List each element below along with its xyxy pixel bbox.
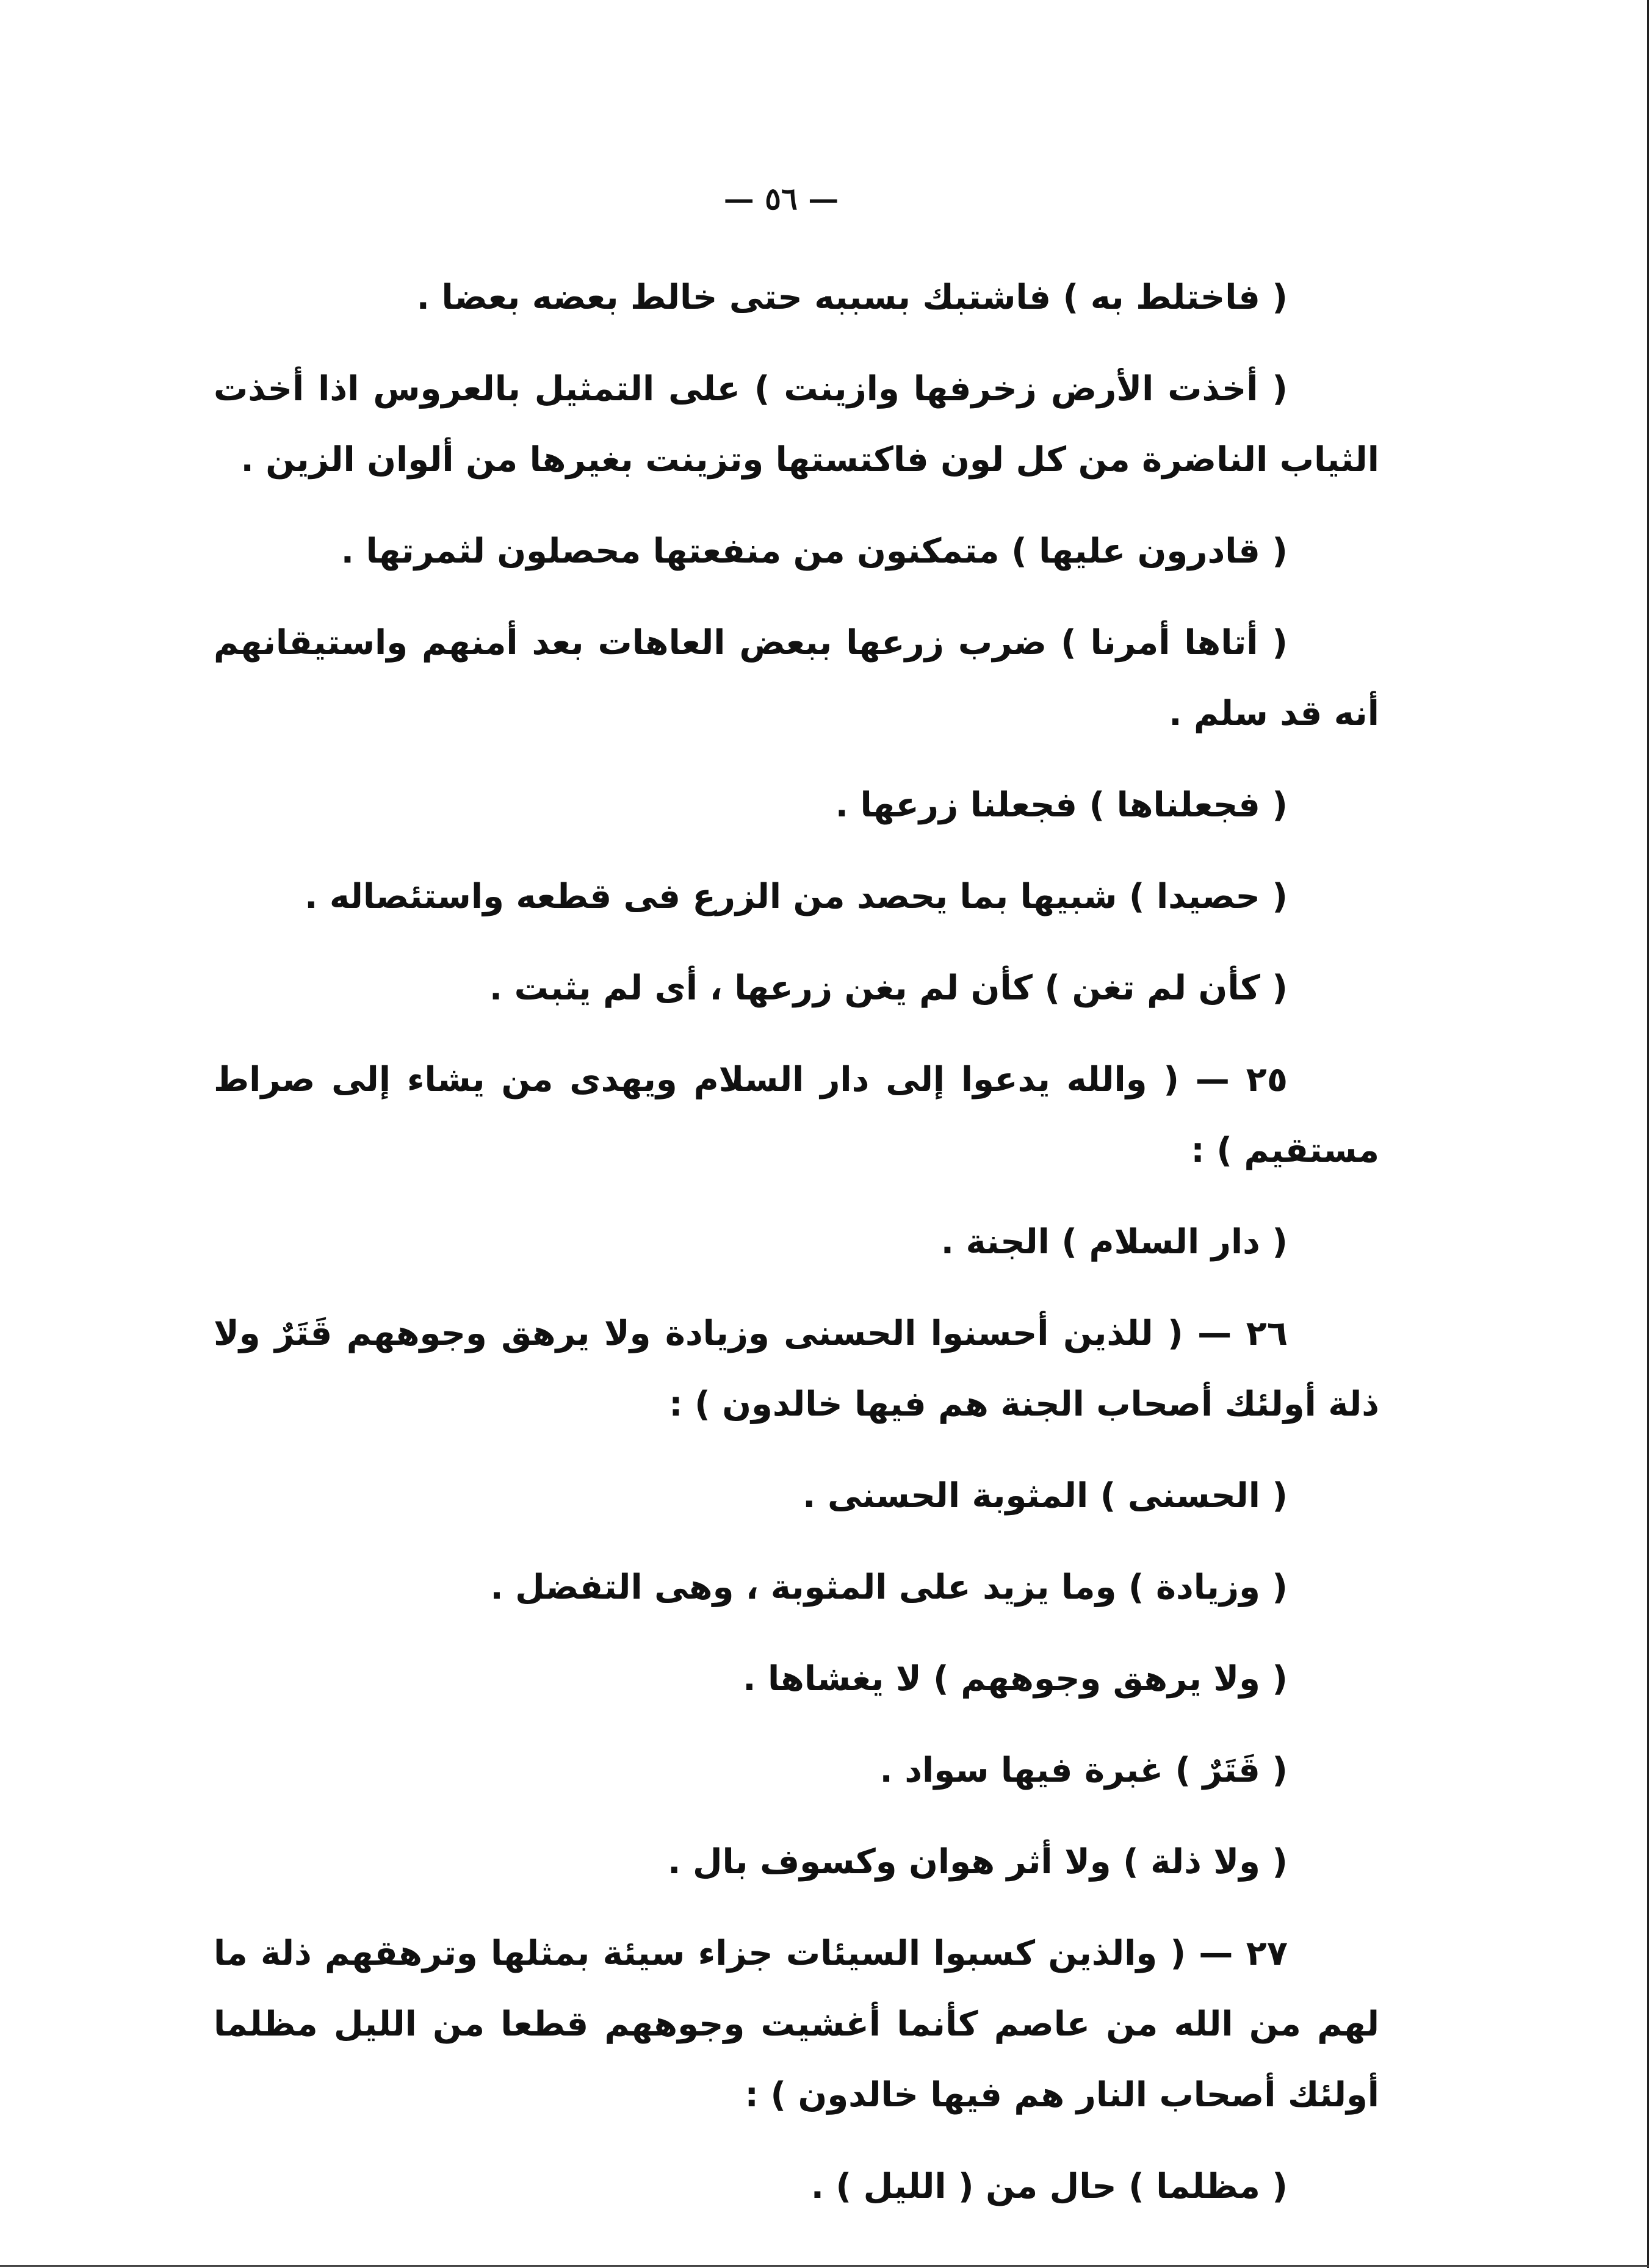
paragraph-4: ( أتاها أمرنا ) ضرب زرعها ببعض العاهات بعد أمنهم واستيقانهم أنه قد سلم .	[214, 623, 1379, 733]
paragraph-3: ( قادرون عليها ) متمكنون من منفعتها محصلون لثمرتها .	[341, 531, 1288, 571]
paragraph-13: ( ولا يرهق وجوههم ) لا يغشاها .	[743, 1659, 1288, 1699]
verse-25: ٢٥ — ( والله يدعوا إلى دار السلام ويهدى من يشاء إلى صراط مستقيم ) :	[214, 1060, 1379, 1170]
page-bottom-edge	[0, 2265, 1649, 2267]
paragraph-17: ( مظلما ) حال من ( الليل ) .	[810, 2167, 1288, 2206]
paragraph-5: ( فجعلناها ) فجعلنا زرعها .	[835, 785, 1288, 825]
paragraph-15: ( ولا ذلة ) ولا أثر هوان وكسوف بال .	[668, 1842, 1288, 1882]
paragraph-9: ( دار السلام ) الجنة .	[940, 1222, 1288, 1262]
paragraph-14: ( قَتَرٌ ) غبرة فيها سواد .	[879, 1751, 1288, 1790]
paragraph-6: ( حصيدا ) شبيها بما يحصد من الزرع فى قطعه واستئصاله .	[305, 877, 1288, 916]
page-text	[214, 262, 1379, 2222]
paragraph-1: ( فاختلط به ) فاشتبك بسببه حتى خالط بعضه بعضا .	[416, 278, 1288, 317]
paragraph-2: ( أخذت الأرض زخرفها وازينت ) على التمثيل بالعروس اذا أخذت الثياب الناضرة من كل لون فاكتستها وتزينت بغيرها من ألوان الزين .	[214, 369, 1379, 480]
page-number: — ٥٦ —	[723, 181, 839, 217]
verse-27: ٢٧ — ( والذين كسبوا السيئات جزاء سيئة بمثلها وترهقهم ذلة ما لهم من الله من عاصم كأنما أغشيت وجوههم قطعا من الليل مظلما أولئك أصحاب النار هم فيها خالدون ) :	[214, 1934, 1379, 2115]
paragraph-12: ( وزيادة ) وما يزيد على المثوبة ، وهى التفضل .	[490, 1568, 1288, 1607]
paragraph-7: ( كأن لم تغن ) كأن لم يغن زرعها ، أى لم يثبت .	[489, 968, 1288, 1008]
verse-26: ٢٦ — ( للذين أحسنوا الحسنى وزيادة ولا يرهق وجوههم قَتَرٌ ولا ذلة أولئك أصحاب الجنة هم فيها خالدون ) :	[214, 1314, 1379, 1424]
paragraph-11: ( الحسنى ) المثوبة الحسنى .	[803, 1476, 1288, 1516]
